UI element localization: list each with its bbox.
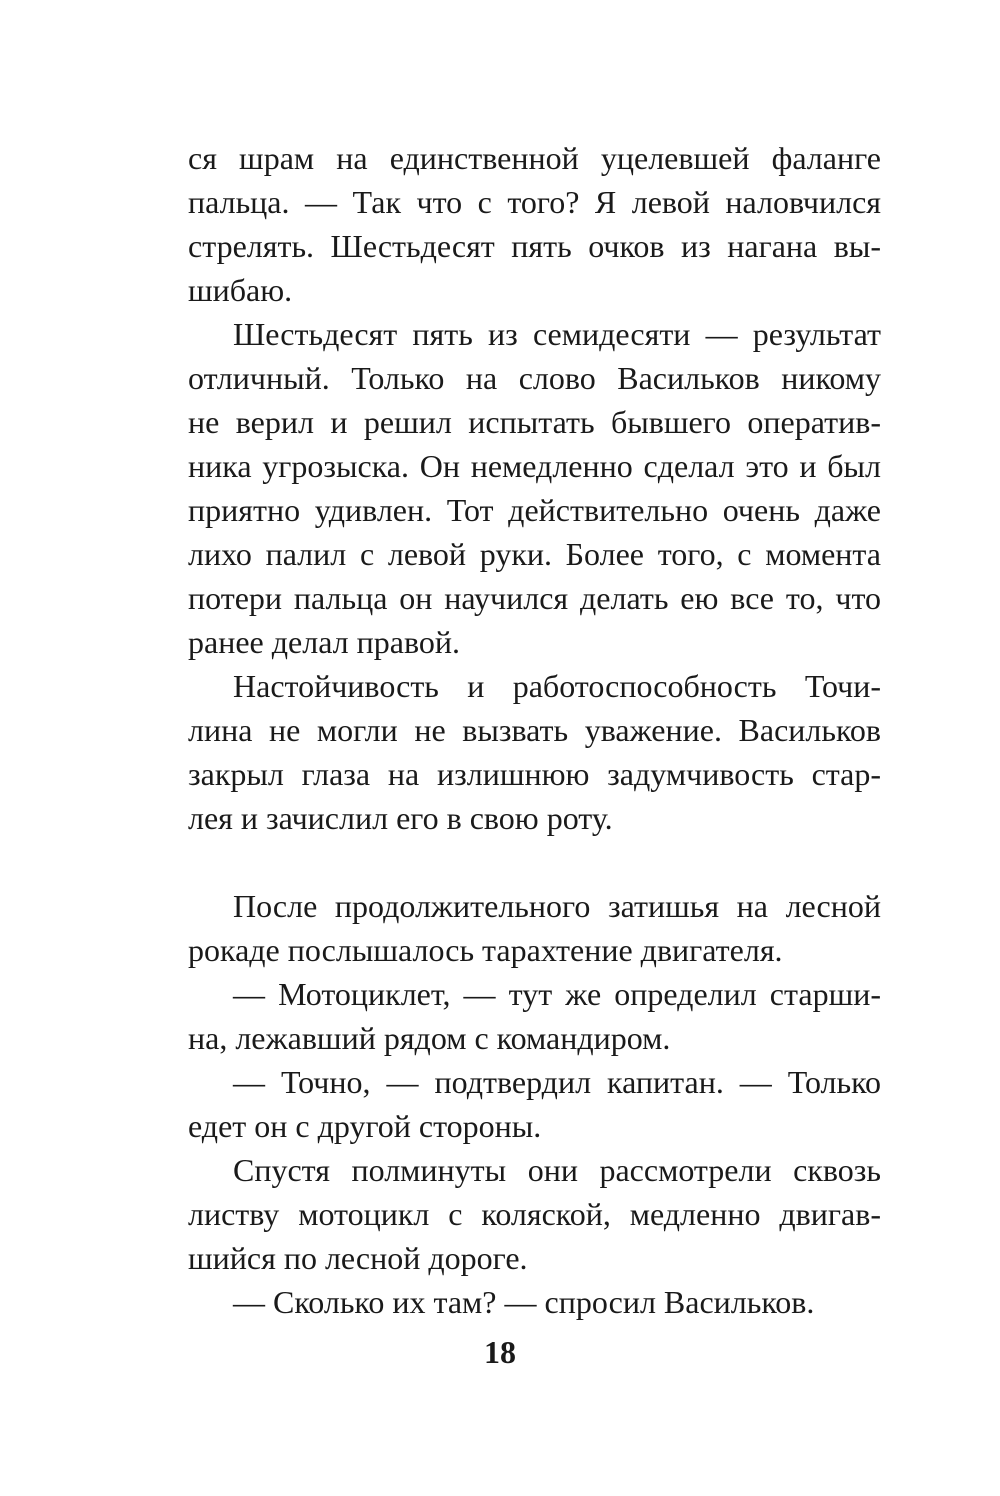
text-line: пальца. — Так что с того? Я левой наловчился <box>188 184 881 220</box>
text-line: ся шрам на единственной уцелевшей фаланге <box>188 140 881 176</box>
text-line: шийся по лесной дороге. <box>188 1240 528 1276</box>
text-line: После продолжительного затишья на лесной <box>233 888 881 924</box>
text-line: едет он с другой стороны. <box>188 1108 542 1144</box>
text-line: Спустя полминуты они рассмотрели сквозь <box>233 1152 881 1188</box>
text-line: лея и зачислил его в свою роту. <box>188 800 613 836</box>
page-number: 18 <box>484 1334 516 1370</box>
text-line: потери пальца он научился делать ею все то, что <box>188 580 881 616</box>
text-line: Настойчивость и работоспособность Точи- <box>233 668 881 704</box>
text-line: Шестьдесят пять из семидесяти — результат <box>233 316 881 352</box>
text-line: ника угрозыска. Он немедленно сделал это и был <box>188 448 881 484</box>
text-line: — Мотоциклет, — тут же определил старши- <box>233 976 881 1012</box>
text-line: рокаде послышалось тарахтение двигателя. <box>188 932 783 968</box>
section-break <box>188 840 881 884</box>
text-line: не верил и решил испытать бывшего оператив- <box>188 404 881 440</box>
text-line: стрелять. Шестьдесят пять очков из нагана вы- <box>188 228 881 264</box>
text-line: отличный. Только на слово Васильков никому <box>188 360 881 396</box>
text-line: приятно удивлен. Тот действительно очень даже <box>188 492 881 528</box>
text-line: ранее делал правой. <box>188 624 460 660</box>
body-text <box>188 136 881 1324</box>
text-line: — Точно, — подтвердил капитан. — Только <box>233 1064 881 1100</box>
text-line: лихо палил с левой руки. Более того, с момента <box>188 536 881 572</box>
text-line: на, лежавший рядом с командиром. <box>188 1020 671 1056</box>
text-line: шибаю. <box>188 272 293 308</box>
text-line: — Сколько их там? — спросил Васильков. <box>233 1284 815 1320</box>
text-line: закрыл глаза на излишнюю задумчивость стар- <box>188 756 881 792</box>
text-line: листву мотоцикл с коляской, медленно двигав- <box>188 1196 881 1232</box>
text-line: лина не могли не вызвать уважение. Васильков <box>188 712 881 748</box>
